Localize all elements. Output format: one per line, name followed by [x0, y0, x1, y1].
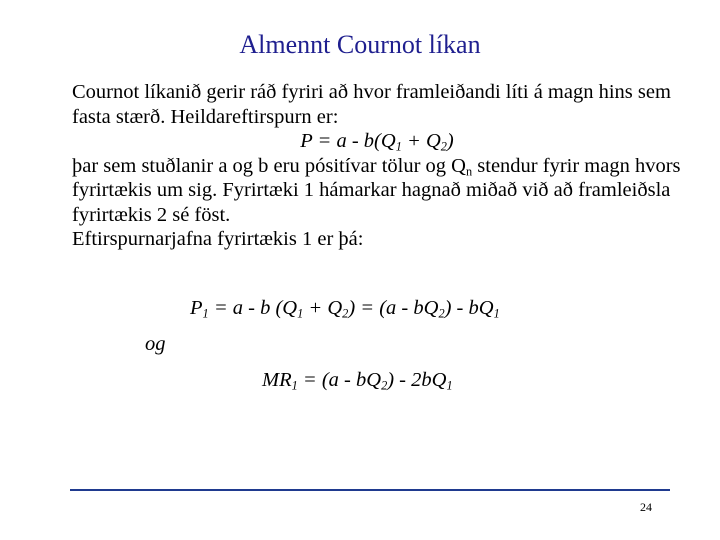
firm1-demand-equation: $P_1 = a - b$ $(Q_1 + Q_2) = (a - bQ_2) - bQ_1$	[190, 297, 500, 321]
demand-intro-text: Eftirspurnarjafna fyrirtækis 1 er þá:	[72, 228, 364, 250]
footer-rule	[70, 489, 670, 491]
slide-title: Almennt Cournot líkan	[239, 30, 481, 59]
marginal-revenue-equation: $MR_1 = (a - bQ_2) - 2bQ_1$	[262, 369, 453, 393]
parameter-text: þar sem stuðlanir a og b eru pósitívar tölur og $Q_n$ stendur fyrir magn hvors fyrirtækis um sig. Fyrirtæki 1 hámarkar hagnað miðað við að framleiðsla fyrirtækis 2 sé föst.	[72, 154, 681, 226]
page-number: 24	[640, 500, 652, 514]
intro-text: Cournot líkanið gerir ráð fyriri að hvor framleiðandi líti á magn hins sem fasta stærð. Heildareftirspurn er:	[72, 81, 671, 128]
slide-body	[72, 80, 682, 252]
og-connector: og	[145, 333, 166, 355]
demand-equation: $P = a - b(Q_1 + Q_2)$	[300, 130, 454, 154]
